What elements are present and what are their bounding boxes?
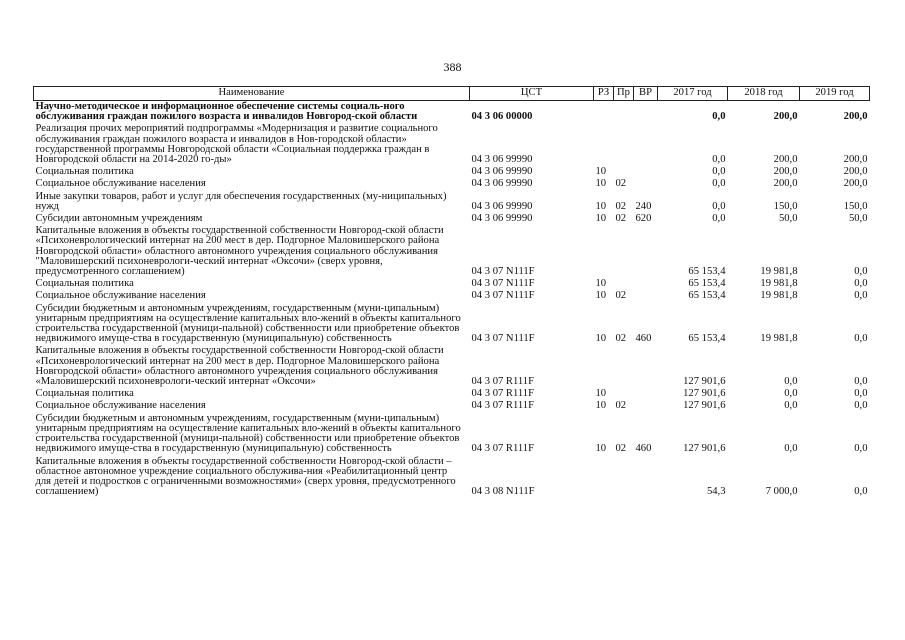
header-2017: 2017 год — [658, 87, 728, 101]
table-row — [34, 303, 870, 346]
cell-name: Капитальные вложения в объекты государственной собственности Новгород-ской области «Психоневрологический интернат на 200 мест в дер. Подгорное Маловишерского района Новгородской области» областного автономного учреждения социального обслуживания «Маловишерский психоневрологи-ческий интернат «Оксочи» — [35, 345, 444, 388]
cell-2018: 200,0 — [773, 178, 798, 190]
cell-vr — [634, 166, 658, 178]
cell-cst: 04 3 06 99990 — [471, 200, 533, 212]
cell-cst: 04 3 07 N111F — [471, 333, 535, 345]
table-row — [34, 400, 870, 412]
cell-pr: 02 — [615, 213, 627, 225]
header-vr: ВР — [634, 87, 658, 101]
cell-2019: 150,0 — [843, 200, 868, 212]
cell-vr: 460 — [635, 443, 652, 455]
cell-pr — [614, 101, 634, 124]
cell-cst: 04 3 06 00000 — [471, 111, 533, 123]
cell-rz — [594, 225, 614, 278]
cell-vr — [634, 290, 658, 302]
cell-pr: 02 — [615, 178, 627, 190]
cell-rz: 10 — [595, 290, 607, 302]
cell-rz: 10 — [595, 400, 607, 412]
table-row — [34, 123, 870, 166]
table-row — [34, 290, 870, 302]
cell-vr: 460 — [635, 333, 652, 345]
cell-pr — [614, 345, 634, 388]
cell-2018: 0,0 — [784, 376, 798, 388]
header-2019: 2019 год — [800, 87, 870, 101]
cell-pr — [614, 456, 634, 499]
cell-2019: 200,0 — [843, 166, 868, 178]
cell-vr — [634, 123, 658, 166]
cell-2019: 0,0 — [854, 486, 868, 498]
cell-rz: 10 — [595, 388, 607, 400]
cell-cst: 04 3 06 99990 — [471, 178, 533, 190]
table-header-row — [34, 87, 870, 101]
cell-vr: 620 — [635, 213, 652, 225]
cell-rz — [594, 456, 614, 499]
cell-pr — [614, 225, 634, 278]
cell-2018: 0,0 — [784, 388, 798, 400]
table-row — [34, 166, 870, 178]
cell-2017: 0,0 — [712, 154, 726, 166]
cell-name: Социальное обслуживание населения — [35, 400, 206, 412]
cell-rz: 10 — [595, 278, 607, 290]
budget-table — [33, 86, 870, 498]
cell-2019: 200,0 — [843, 178, 868, 190]
cell-2017: 0,0 — [712, 178, 726, 190]
cell-2017: 65 153,4 — [688, 278, 726, 290]
cell-name: Субсидии бюджетным и автономным учреждениям, государственным (муни-ципальным) унитарным предприятиям на осуществление капитальных вло-жений в объекты капитального строительства государственной (муници-пальной) собственности или приобретение объектов недвижимого имуще-ства в государственную (муниципальную) собственность — [35, 302, 461, 345]
cell-2018: 19 981,8 — [760, 266, 798, 278]
cell-2019: 0,0 — [854, 266, 868, 278]
cell-2019: 0,0 — [854, 333, 868, 345]
cell-pr — [614, 388, 634, 400]
cell-2019: 0,0 — [854, 400, 868, 412]
cell-rz: 10 — [595, 200, 607, 212]
cell-name: Социальное обслуживание населения — [35, 178, 206, 190]
table-row — [34, 225, 870, 278]
cell-cst: 04 3 07 R111F — [471, 443, 534, 455]
table-row — [34, 278, 870, 290]
cell-2017: 0,0 — [712, 166, 726, 178]
cell-name: Социальное обслуживание населения — [35, 290, 206, 302]
cell-2018: 200,0 — [773, 154, 798, 166]
cell-cst: 04 3 06 99990 — [471, 166, 533, 178]
header-pr: Пр — [614, 87, 634, 101]
cell-rz: 10 — [595, 443, 607, 455]
cell-cst: 04 3 07 N111F — [471, 266, 535, 278]
table-row — [34, 456, 870, 499]
cell-2017: 65 153,4 — [688, 290, 726, 302]
cell-name: Научно-методическое и информационное обеспечение системы социаль-ного обслуживания граждан пожилого возраста и инвалидов Новгород-ской области — [35, 101, 418, 123]
cell-2017: 65 153,4 — [688, 333, 726, 345]
cell-rz: 10 — [595, 178, 607, 190]
cell-name: Социальная политика — [35, 278, 134, 290]
cell-2018: 19 981,8 — [760, 278, 798, 290]
cell-rz — [594, 101, 614, 124]
cell-vr — [634, 345, 658, 388]
cell-name: Капитальные вложения в объекты государственной собственности Новгород-ской области «Психоневрологический интернат на 200 мест в дер. Подгорное Маловишерского района Новгородской области» областного автономного учреждения социального обслуживания "Маловишерский психоневрологи-ческий интернат «Оксочи» (сверх уровня, предусмотренного соглашением) — [35, 225, 444, 278]
cell-2019: 0,0 — [854, 443, 868, 455]
cell-pr: 02 — [615, 443, 627, 455]
cell-2017: 127 901,6 — [683, 388, 726, 400]
cell-cst: 04 3 08 N111F — [471, 486, 535, 498]
cell-pr: 02 — [615, 200, 627, 212]
cell-2019: 0,0 — [854, 376, 868, 388]
cell-2018: 150,0 — [773, 200, 798, 212]
cell-pr — [614, 166, 634, 178]
cell-cst: 04 3 07 R111F — [471, 376, 534, 388]
cell-vr — [634, 388, 658, 400]
cell-rz: 10 — [595, 213, 607, 225]
header-rz: РЗ — [594, 87, 614, 101]
cell-2018: 19 981,8 — [760, 333, 798, 345]
cell-rz: 10 — [595, 166, 607, 178]
cell-2018: 0,0 — [784, 400, 798, 412]
cell-2019: 0,0 — [854, 290, 868, 302]
cell-vr — [634, 225, 658, 278]
page-number: 388 — [443, 60, 462, 74]
cell-cst: 04 3 07 R111F — [471, 388, 534, 400]
cell-cst: 04 3 06 99990 — [471, 213, 533, 225]
cell-2017: 127 901,6 — [683, 376, 726, 388]
cell-vr — [634, 101, 658, 124]
table-row — [34, 413, 870, 456]
cell-vr — [634, 278, 658, 290]
header-cst: ЦСТ — [470, 87, 594, 101]
cell-2018: 200,0 — [773, 111, 798, 123]
cell-name: Реализация прочих мероприятий подпрограммы «Модернизация и развитие социального обслуживания граждан пожилого возраста и инвалидов в Нов-городской области» государственной программы Новгородской области «Социальная поддержка граждан в Новгородской области на 2014-2020 го-ды» — [35, 123, 438, 166]
cell-2018: 7 000,0 — [765, 486, 798, 498]
cell-name: Социальная политика — [35, 388, 134, 400]
cell-pr: 02 — [615, 333, 627, 345]
cell-rz — [594, 123, 614, 166]
table-row — [34, 178, 870, 190]
cell-rz: 10 — [595, 333, 607, 345]
table-row — [34, 191, 870, 213]
cell-pr — [614, 278, 634, 290]
cell-vr — [634, 456, 658, 499]
cell-cst: 04 3 06 99990 — [471, 154, 533, 166]
header-2018: 2018 год — [728, 87, 800, 101]
cell-2019: 0,0 — [854, 388, 868, 400]
cell-2018: 50,0 — [778, 213, 798, 225]
cell-2018: 19 981,8 — [760, 290, 798, 302]
cell-2019: 200,0 — [843, 111, 868, 123]
cell-2017: 54,3 — [706, 486, 726, 498]
cell-cst: 04 3 07 R111F — [471, 400, 534, 412]
table-row — [34, 388, 870, 400]
cell-vr — [634, 400, 658, 412]
cell-name: Иные закупки товаров, работ и услуг для обеспечения государственных (му-ниципальных) нужд — [35, 190, 447, 212]
cell-vr — [634, 178, 658, 190]
cell-2017: 127 901,6 — [683, 443, 726, 455]
cell-pr: 02 — [615, 400, 627, 412]
table-row — [34, 345, 870, 388]
cell-vr: 240 — [635, 200, 652, 212]
cell-2017: 65 153,4 — [688, 266, 726, 278]
cell-cst: 04 3 07 N111F — [471, 290, 535, 302]
cell-2018: 0,0 — [784, 443, 798, 455]
cell-rz — [594, 345, 614, 388]
cell-2017: 0,0 — [712, 213, 726, 225]
table-row — [34, 101, 870, 124]
cell-pr — [614, 123, 634, 166]
cell-name: Капитальные вложения в объекты государственной собственности Новгород-ской области – областное автономное учреждение социального обслужива-ния «Реабилитационный центр для детей и подростков с ограниченными возможностями» (сверх уровня, предусмотренного соглашением) — [35, 455, 456, 498]
table-row — [34, 213, 870, 225]
cell-2017: 0,0 — [712, 200, 726, 212]
cell-2017: 127 901,6 — [683, 400, 726, 412]
cell-pr: 02 — [615, 290, 627, 302]
cell-2019: 0,0 — [854, 278, 868, 290]
cell-2018: 200,0 — [773, 166, 798, 178]
cell-2019: 50,0 — [848, 213, 868, 225]
header-name: Наименование — [34, 87, 470, 101]
cell-name: Социальная политика — [35, 166, 134, 178]
cell-2019: 200,0 — [843, 154, 868, 166]
cell-name: Субсидии автономным учреждениям — [35, 213, 203, 225]
cell-2017: 0,0 — [712, 111, 726, 123]
cell-name: Субсидии бюджетным и автономным учреждениям, государственным (муни-ципальным) унитарным предприятиям на осуществление капитальных вло-жений в объекты капитального строительства государственной (муници-пальной) собственности или приобретение объектов недвижимого имуще-ства в государственную (муниципальную) собственность — [35, 412, 461, 455]
cell-cst: 04 3 07 N111F — [471, 278, 535, 290]
